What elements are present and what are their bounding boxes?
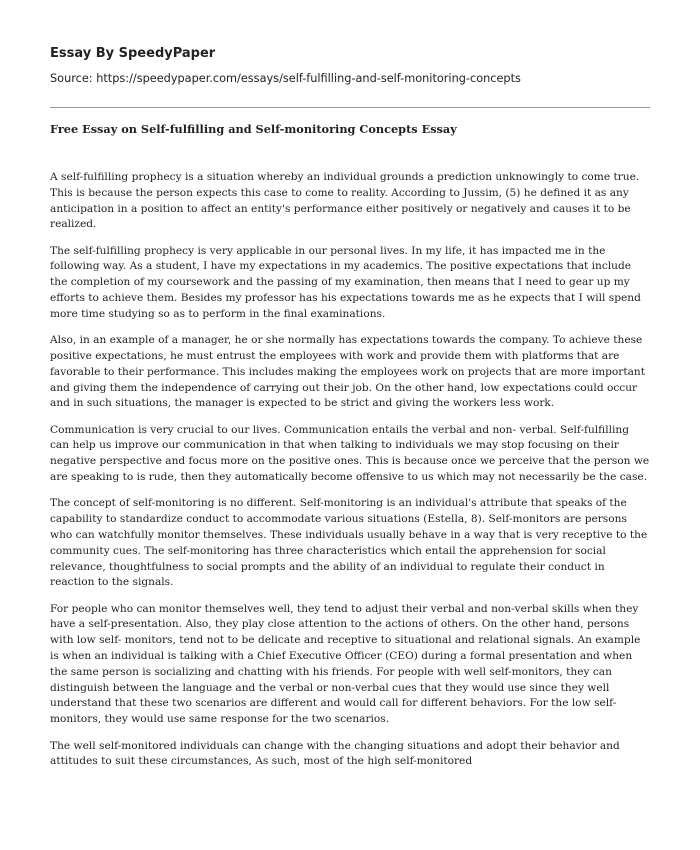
- essay-paragraph: The concept of self-monitoring is no different. Self-monitoring is an individual's attribute that speaks of the capability to standardize conduct to accommodate various situations (Estella, 8). Self-monitors are persons who can watchfully monitor themselves. These individuals usually behave in a way that is very receptive to the community cues. The self-monitoring has three characteristics which entail the apprehension for social relevance, thoughtfulness to social prompts and the ability of an individual to regulate their conduct in reaction to the signals.: [50, 497, 648, 589]
- essay-paragraph: Communication is very crucial to our lives. Communication entails the verbal and non- verbal. Self-fulfilling can help us improve our communication in that when talking to individuals we may stop focusing on their negative perspective and focus more on the positive ones. This is because once we perceive that the person we are speaking to is rude, then they automatically become offensive to us which may not necessarily be the case.: [50, 423, 650, 484]
- essay-paragraph: Also, in an example of a manager, he or she normally has expectations towards the company. To achieve these positive expectations, he must entrust the employees with work and provide them with platforms that are favorable to their performance. This includes making the employees work on projects that are more important and giving them the independence of carrying out their job. On the other hand, low expectations could occur and in such situations, the manager is expected to be strict and giving the workers less work.: [50, 334, 646, 410]
- essay-paragraph: For people who can monitor themselves well, they tend to adjust their verbal and non-verbal skills when they have a self-presentation. Also, they play close attention to the actions of others. On the other hand, persons with low self- monitors, tend not to be delicate and receptive to situational and relational signals. An example is when an individual is talking with a Chief Executive Officer (CEO) during a formal presentation and when the same person is socializing and chatting with his friends. For people with well self-monitors, they can distinguish between the language and the verbal or non-verbal cues that they would use since they well understand that these two scenarios are different and would call for different behaviors. For the low self-monitors, they would use same response for the two scenarios.: [50, 602, 641, 726]
- essay-paragraph: The well self-monitored individuals can change with the changing situations and adopt their behavior and attitudes to suit these circumstances, As such, most of the high self-monitored: [50, 739, 620, 768]
- document-header-title: Essay By SpeedyPaper: [50, 46, 216, 61]
- header-divider: [50, 107, 650, 108]
- essay-body: [50, 170, 651, 781]
- source-line: Source: https://speedypaper.com/essays/self-fulfilling-and-self-monitoring-concepts: [50, 72, 521, 85]
- essay-title: Free Essay on Self-fulfilling and Self-monitoring Concepts Essay: [50, 122, 457, 136]
- essay-paragraph: A self-fulfilling prophecy is a situation whereby an individual grounds a prediction unknowingly to come true. This is because the person expects this case to come to reality. According to Jussim, (5) he defined it as any anticipation in a position to affect an entity's performance either positively or negatively and causes it to be realized.: [50, 171, 640, 231]
- essay-paragraph: The self-fulfilling prophecy is very applicable in our personal lives. In my life, it has impacted me in the following way. As a student, I have my expectations in my academics. The positive expectations that include the completion of my coursework and the passing of my examination, then means that I need to gear up my efforts to achieve them. Besides my professor has his expectations towards me as he expects that I will spend more time studying so as to perform in the final examinations.: [50, 244, 641, 320]
